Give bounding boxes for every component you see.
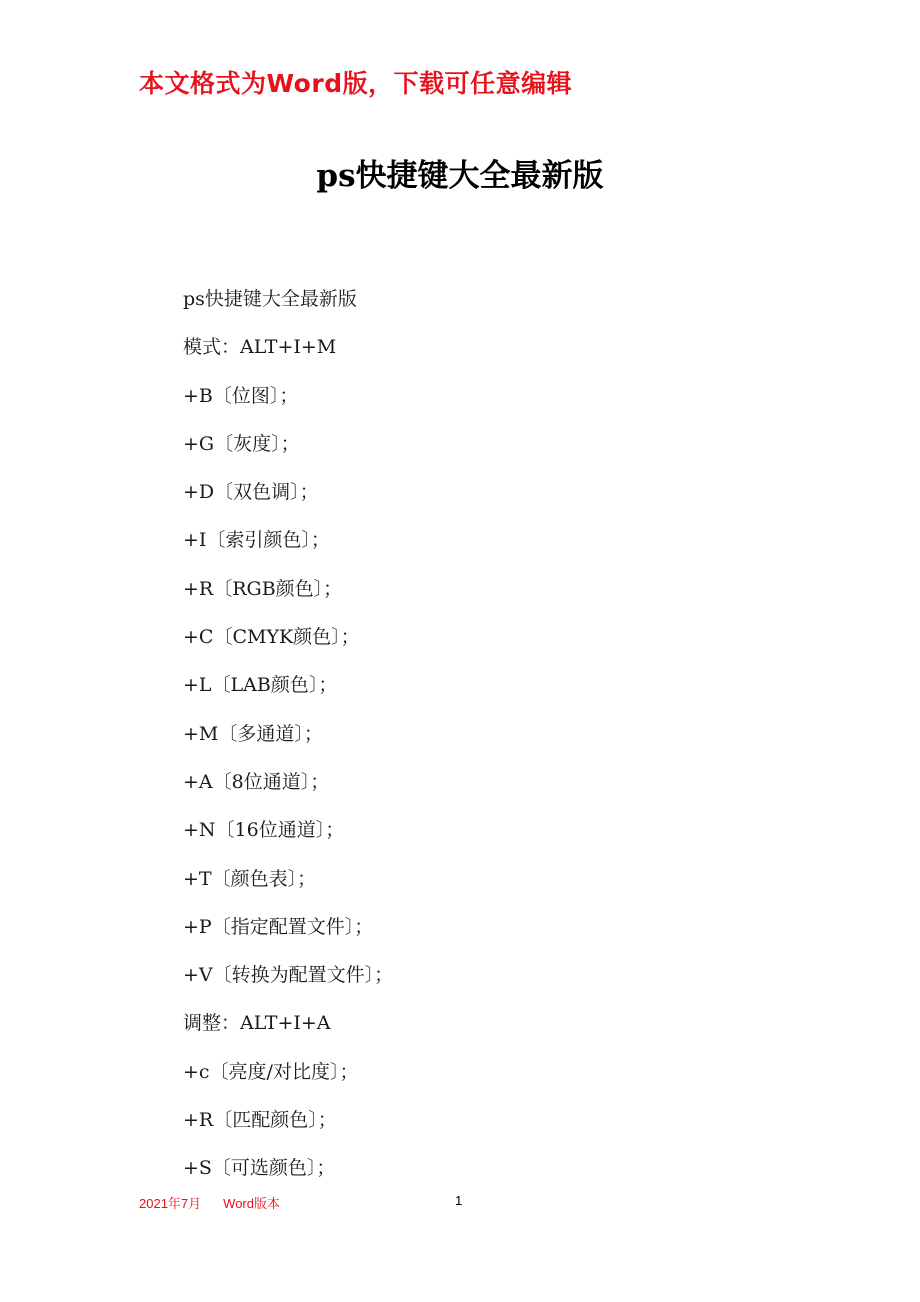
body-line: +G〔灰度〕； [183, 432, 300, 455]
document-body [183, 284, 393, 1202]
body-line: ps快捷键大全最新版 [183, 288, 357, 310]
page-number: 1 [455, 1193, 463, 1208]
body-line: +R〔RGB颜色〕； [183, 577, 343, 600]
page-footer [139, 1193, 280, 1212]
body-line: 模式：ALT+I+M [183, 336, 337, 359]
body-line: +C〔CMYK颜色〕； [183, 626, 360, 649]
body-line: +I〔索引颜色〕； [183, 529, 330, 552]
body-line: +V〔转换为配置文件〕； [183, 964, 394, 987]
footer-version: Word版本 [223, 1196, 280, 1211]
body-line: 调整：ALT+I+A [183, 1012, 331, 1035]
body-line: +D〔双色调〕； [183, 481, 319, 504]
document-title: ps快捷键大全最新版 [316, 158, 604, 194]
footer-date: 2021年7月 [139, 1196, 202, 1211]
body-line: +R〔匹配颜色〕； [183, 1109, 337, 1132]
body-line: +L〔LAB颜色〕； [183, 674, 338, 697]
editable-notice-banner: 本文格式为Word版，下载可任意编辑 [139, 69, 573, 98]
body-line: +M〔多通道〕； [183, 722, 323, 745]
body-line: +A〔8位通道〕； [183, 770, 330, 793]
body-line: +N〔16位通道〕； [183, 819, 345, 842]
body-line: +c〔亮度/对比度〕； [183, 1060, 359, 1083]
body-line: +S〔可选颜色〕； [183, 1157, 336, 1180]
body-line: +P〔指定配置文件〕； [183, 915, 374, 938]
body-line: +T〔颜色表〕； [183, 867, 317, 890]
body-line: +B〔位图〕； [183, 384, 299, 407]
